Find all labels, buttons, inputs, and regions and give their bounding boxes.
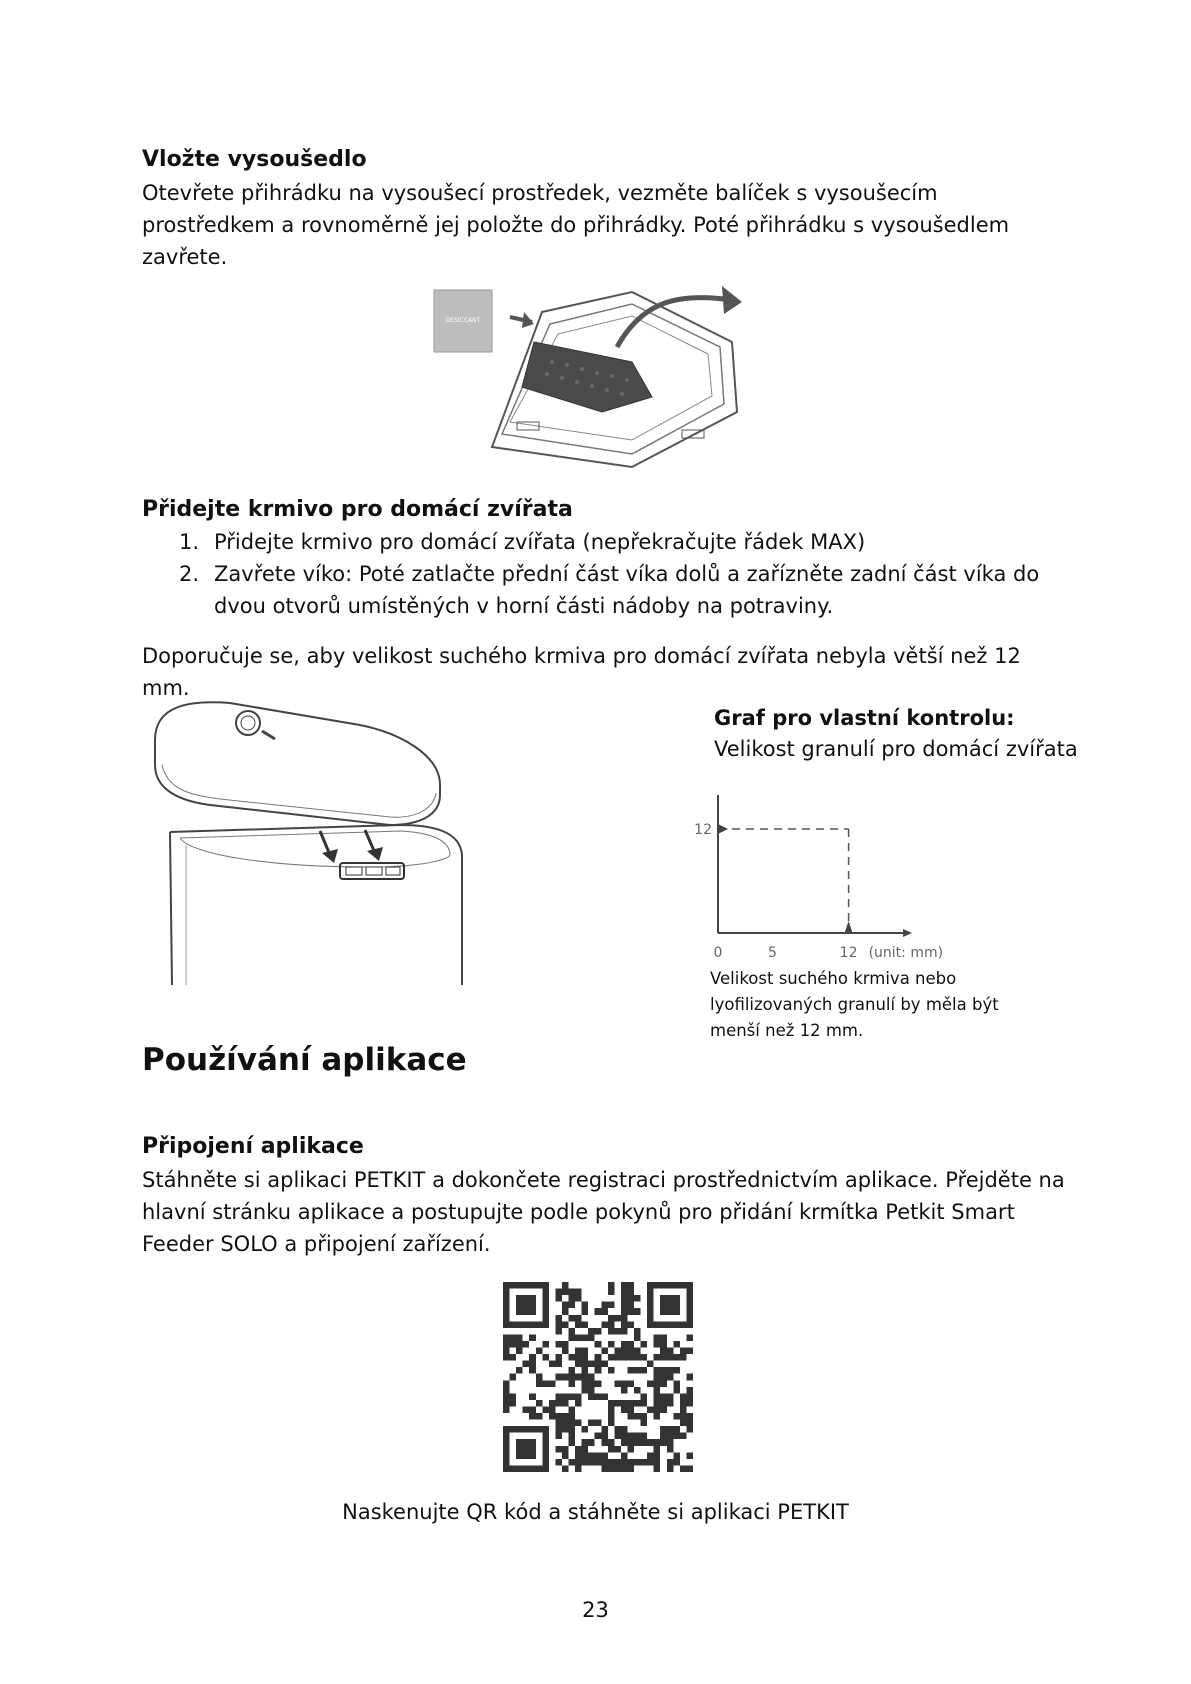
unit-label: (unit: mm) xyxy=(868,945,944,961)
add-food-steps xyxy=(142,526,1042,622)
x-limit-marker xyxy=(845,921,853,933)
food-size-note: Doporučuje se, aby velikost suchého krmiva pro domácí zvířata nebyla větší než 12 mm. xyxy=(142,644,1021,700)
graph-subtitle: Velikost granulí pro domácí zvířata xyxy=(714,737,1078,761)
x-tick-label: 12 xyxy=(839,945,858,961)
step-text: Zavřete víko: Poté zatlačte přední část víka dolů a zařízněte zadní část víka do dvou otvorů umístěných v horní části nádoby na potraviny. xyxy=(214,562,1040,618)
qr-code[interactable] xyxy=(503,1282,693,1472)
app-connect-instructions: Stáhněte si aplikaci PETKIT a dokončete registraci prostřednictvím aplikace. Přejděte na hlavní stránku aplikace a postupujte podle pokynů pro přidání krmítka Petkit Smart Feeder SOLO a připojení zařízení. xyxy=(142,1168,1065,1256)
step-number: 2. xyxy=(179,562,200,586)
app-connect-heading: Připojení aplikace xyxy=(142,1134,364,1159)
pellet-size-chart xyxy=(690,795,950,965)
graph-title: Graf pro vlastní kontrolu: xyxy=(714,706,1015,730)
desiccant-illustration xyxy=(432,272,762,472)
add-food-heading: Přidejte krmivo pro domácí zvířata xyxy=(142,497,573,522)
graph-caption: Velikost suchého krmiva nebo lyofilizovaných granulí by měla být menší než 12 mm. xyxy=(710,969,999,1040)
page-number: 23 xyxy=(582,1598,609,1622)
desiccant-heading: Vložte vysoušedlo xyxy=(142,147,367,172)
step-number: 1. xyxy=(179,530,200,554)
feeder-lid-illustration xyxy=(150,695,470,995)
list-item xyxy=(142,558,1042,622)
y-tick-label: 12 xyxy=(694,822,712,838)
y-limit-marker xyxy=(718,824,728,834)
desiccant-packet-label: DESICCANT xyxy=(445,317,481,324)
x-tick-label: 0 xyxy=(713,945,723,961)
qr-caption: Naskenujte QR kód a stáhněte si aplikaci PETKIT xyxy=(342,1500,849,1524)
x-axis-arrow xyxy=(903,929,912,937)
x-tick-label: 5 xyxy=(767,945,777,961)
step-text: Přidejte krmivo pro domácí zvířata (nepřekračujte řádek MAX) xyxy=(214,530,866,554)
list-item xyxy=(142,526,1042,558)
app-section-title: Používání aplikace xyxy=(142,1042,467,1078)
desiccant-instructions: Otevřete přihrádku na vysoušecí prostředek, vezměte balíček s vysoušecím prostředkem a rovnoměrně jej položte do přihrádky. Poté přihrádku s vysoušedlem zavřete. xyxy=(142,181,1010,269)
